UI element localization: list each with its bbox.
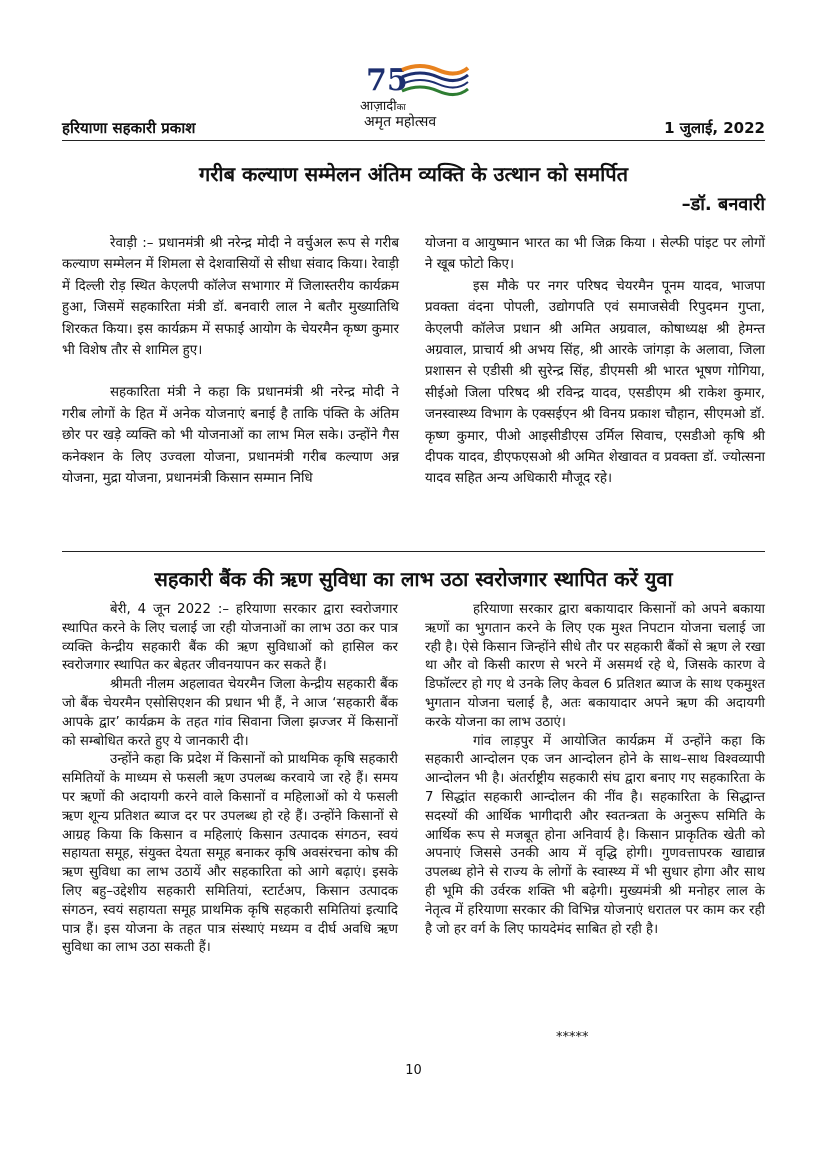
azadi-amrit-mahotsav-logo — [352, 60, 482, 132]
article2-right-column — [425, 601, 765, 939]
logo-75-flag-graphic — [362, 60, 472, 100]
article1-right-column — [425, 233, 765, 490]
paragraph: इस मौके पर नगर परिषद चेयरमैन पूनम यादव, भाजपा प्रवक्ता वंदना पोपली, उद्योगपति एवं समाजसेवी रिपुदमन गुप्ता, केएलपी कॉलेज प्रधान श्री अमित अग्रवाल, कोषाध्यक्ष श्री हेमन्त अग्रवाल, प्राचार्य श्री अभय सिंह, श्री आरके जांगड़ा के अलावा, जिला प्रशासन से एडीसी श्री सुरेन्द्र सिंह, डीएमसी श्री भारत भूषण गोगिया, सीईओ जिला परिषद श्री रविन्द्र यादव, एसडीएम श्री राकेश कुमार, जनस्वास्थ्य विभाग के एक्सईएन श्री विनय प्रकाश चौहान, सीएमओ डॉ. कृष्ण कुमार, पीओ आइसीडीएस उर्मिल सिवाच, एसडीओ कृषि श्री दीपक यादव, डीएफएसओ श्री अमित शेखावत व प्रवक्ता डॉ. ज्योत्सना यादव सहित अन्य अधिकारी मौजूद रहे। — [425, 278, 765, 487]
article1-headline: गरीब कल्याण सम्मेलन अंतिम व्यक्ति के उत्थान को समर्पित — [198, 162, 629, 186]
article-end-mark: ***** — [556, 1030, 589, 1045]
paragraph: गांव लाड़पुर में आयोजित कार्यक्रम में उन्होंने कहा कि सहकारी आन्दोलन एक जन आन्दोलन होने के साथ–साथ विश्वव्यापी आन्दोलन भी है। अंतर्राष्ट्रीय सहकारी संघ द्वारा बनाए गए सहकारिता के 7 सिद्धांत सहकारी आन्दोलन की नींव है। सहकारिता के सिद्धान्त सदस्यों की आर्थिक भागीदारी और स्वतन्त्रता के अनुरूप समिति के आर्थिक रूप से मजबूत होना अनिवार्य है। किसान प्राकृतिक खेती को अपनाएं जिससे उनकी आय में वृद्धि होगी। गुणवत्तापरक खाद्यान्न उपलब्ध होने से राज्य के लोगों के स्वास्थ्य में भी सुधार होगा और साथ ही भूमि की उर्वरक शक्ति भी बढ़ेगी। मुख्यमंत्री श्री मनोहर लाल के नेतृत्व में हरियाणा सरकार की विभिन्न योजनाएं धरातल पर काम कर रही है जो हर वर्ग के लिए फायदेमंद साबित हो रही है। — [425, 733, 765, 937]
issue-date: 1 जुलाई, 2022 — [664, 119, 765, 137]
paragraph: हरियाणा सरकार द्वारा बकायादार किसानों को अपने बकाया ऋणों का भुगतान करने के लिए एक मुश्त निपटान योजना चलाई जा रही है। ऐसे किसान जिन्होंने सीधे तौर पर सहकारी बैंकों से ऋण ले रखा था और वो किसी कारण से भरने में असमर्थ रहे थे, जिसके कारण वे डिफॉल्टर हो गए थे उनके लिए केवल 6 प्रतिशत ब्याज के साथ एकमुश्त भुगतान योजना चलाई है, अतः बकायादार अपने ऋण की अदायगी करके योजना का लाभ उठाएं। — [425, 602, 765, 730]
paragraph: योजना व आयुष्मान भारत का भी जिक्र किया । सेल्फी पांइट पर लोगों ने खूब फोटो किए। — [425, 236, 765, 273]
header-divider — [62, 140, 765, 141]
paragraph: उन्होंने कहा कि प्रदेश में किसानों को प्राथमिक कृषि सहकारी समितियों के माध्यम से फसली ऋण उपलब्ध करवाये जा रहे हैं। समय पर ऋणों की अदायगी करने वाले किसानों व महिलाओं को ये फसली ऋण शून्य प्रतिशत ब्याज दर पर उपलब्ध हो रहे हैं। उन्होंने किसानों से आग्रह किया कि किसान व महिलाएं किसान उत्पादक संगठन, स्वयं सहायता समूह, संयुक्त देयता समूह बनाकर कृषि अवसंरचना कोष की ऋण सुविधा का लाभ उठायें और सहकारिता को आगे बढ़ाएं। इसके लिए बहु–उद्देशीय सहकारी समितियां, स्टार्टअप, किसान उत्पादक संगठन, स्वयं सहायता समूह प्राथमिक कृषि सहकारी समितियां इत्यादि पात्र हैं। इस योजना के तहत पात्र संस्थाएं मध्यम व दीर्घ अवधि ऋण सुविधा का लाभ उठा सकती हैं। — [62, 752, 398, 956]
paragraph: बेरी, 4 जून 2022 :– हरियाणा सरकार द्वारा स्वरोजगार स्थापित करने के लिए चलाई जा रही योजनाओं का लाभ उठा कर पात्र व्यक्ति केन्द्रीय सहकारी बैंक की ऋण सुविधाओं को हासिल कर स्वरोजगार स्थापित कर बेहतर जीवनयापन कर सकते हैं। — [62, 602, 398, 674]
article-divider — [62, 551, 765, 552]
article2-headline: सहकारी बैंक की ऋण सुविधा का लाभ उठा स्वरोजगार स्थापित करें युवा — [154, 567, 673, 591]
logo-text-line2: अमृत महोत्सव — [364, 114, 437, 130]
paragraph: सहकारिता मंत्री ने कहा कि प्रधानमंत्री श्री नरेन्द्र मोदी ने गरीब लोगों के हित में अनेक योजनाएं बनाई है ताकि पंक्ति के अंतिम छोर पर खड़े व्यक्ति को भी योजनाओं का लाभ मिल सके। उन्होंने गैस कनेक्शन के लिए उज्वला योजना, प्रधानमंत्री गरीब कल्याण अन्न योजना, मुद्रा योजना, प्रधानमंत्री किसान सम्मान निधि — [62, 385, 399, 487]
article1-left-column — [62, 233, 399, 489]
article2-left-column — [62, 601, 398, 958]
page-number: 10 — [405, 1063, 422, 1078]
logo-text-line1: आज़ादीका — [360, 99, 406, 114]
paragraph: श्रीमती नीलम अहलावत चेयरमैन जिला केन्द्रीय सहकारी बैंक जो बैंक चेयरमैन एसोसिएशन की प्रधान भी हैं, ने आज ‘सहकारी बैंक आपके द्वार’ कार्यक्रम के तहत गांव सिवाना जिला झज्जर में किसानों को सम्बोधित करते हुए ये जानकारी दी। — [62, 677, 398, 749]
publication-name: हरियाणा सहकारी प्रकाश — [62, 119, 196, 137]
article1-byline: –डॉ. बनवारी — [681, 194, 765, 215]
logo-number: 75 — [366, 63, 408, 98]
paragraph: रेवाड़ी :– प्रधानमंत्री श्री नरेन्द्र मोदी ने वर्चुअल रूप से गरीब कल्याण सम्मेलन में शिमला से देशवासियों से सीधा संवाद किया। रेवाड़ी में दिल्ली रोड़ स्थित केएलपी कॉलेज सभागार में जिलास्तरीय कार्यक्रम हुआ, जिसमें सहकारिता मंत्री डॉ. बनवारी लाल ने बतौर मुख्यातिथि शिरकत किया। इस कार्यक्रम में सफाई आयोग के चेयरमैन कृष्ण कुमार भी विशेष तौर से शामिल हुए। — [62, 236, 399, 359]
